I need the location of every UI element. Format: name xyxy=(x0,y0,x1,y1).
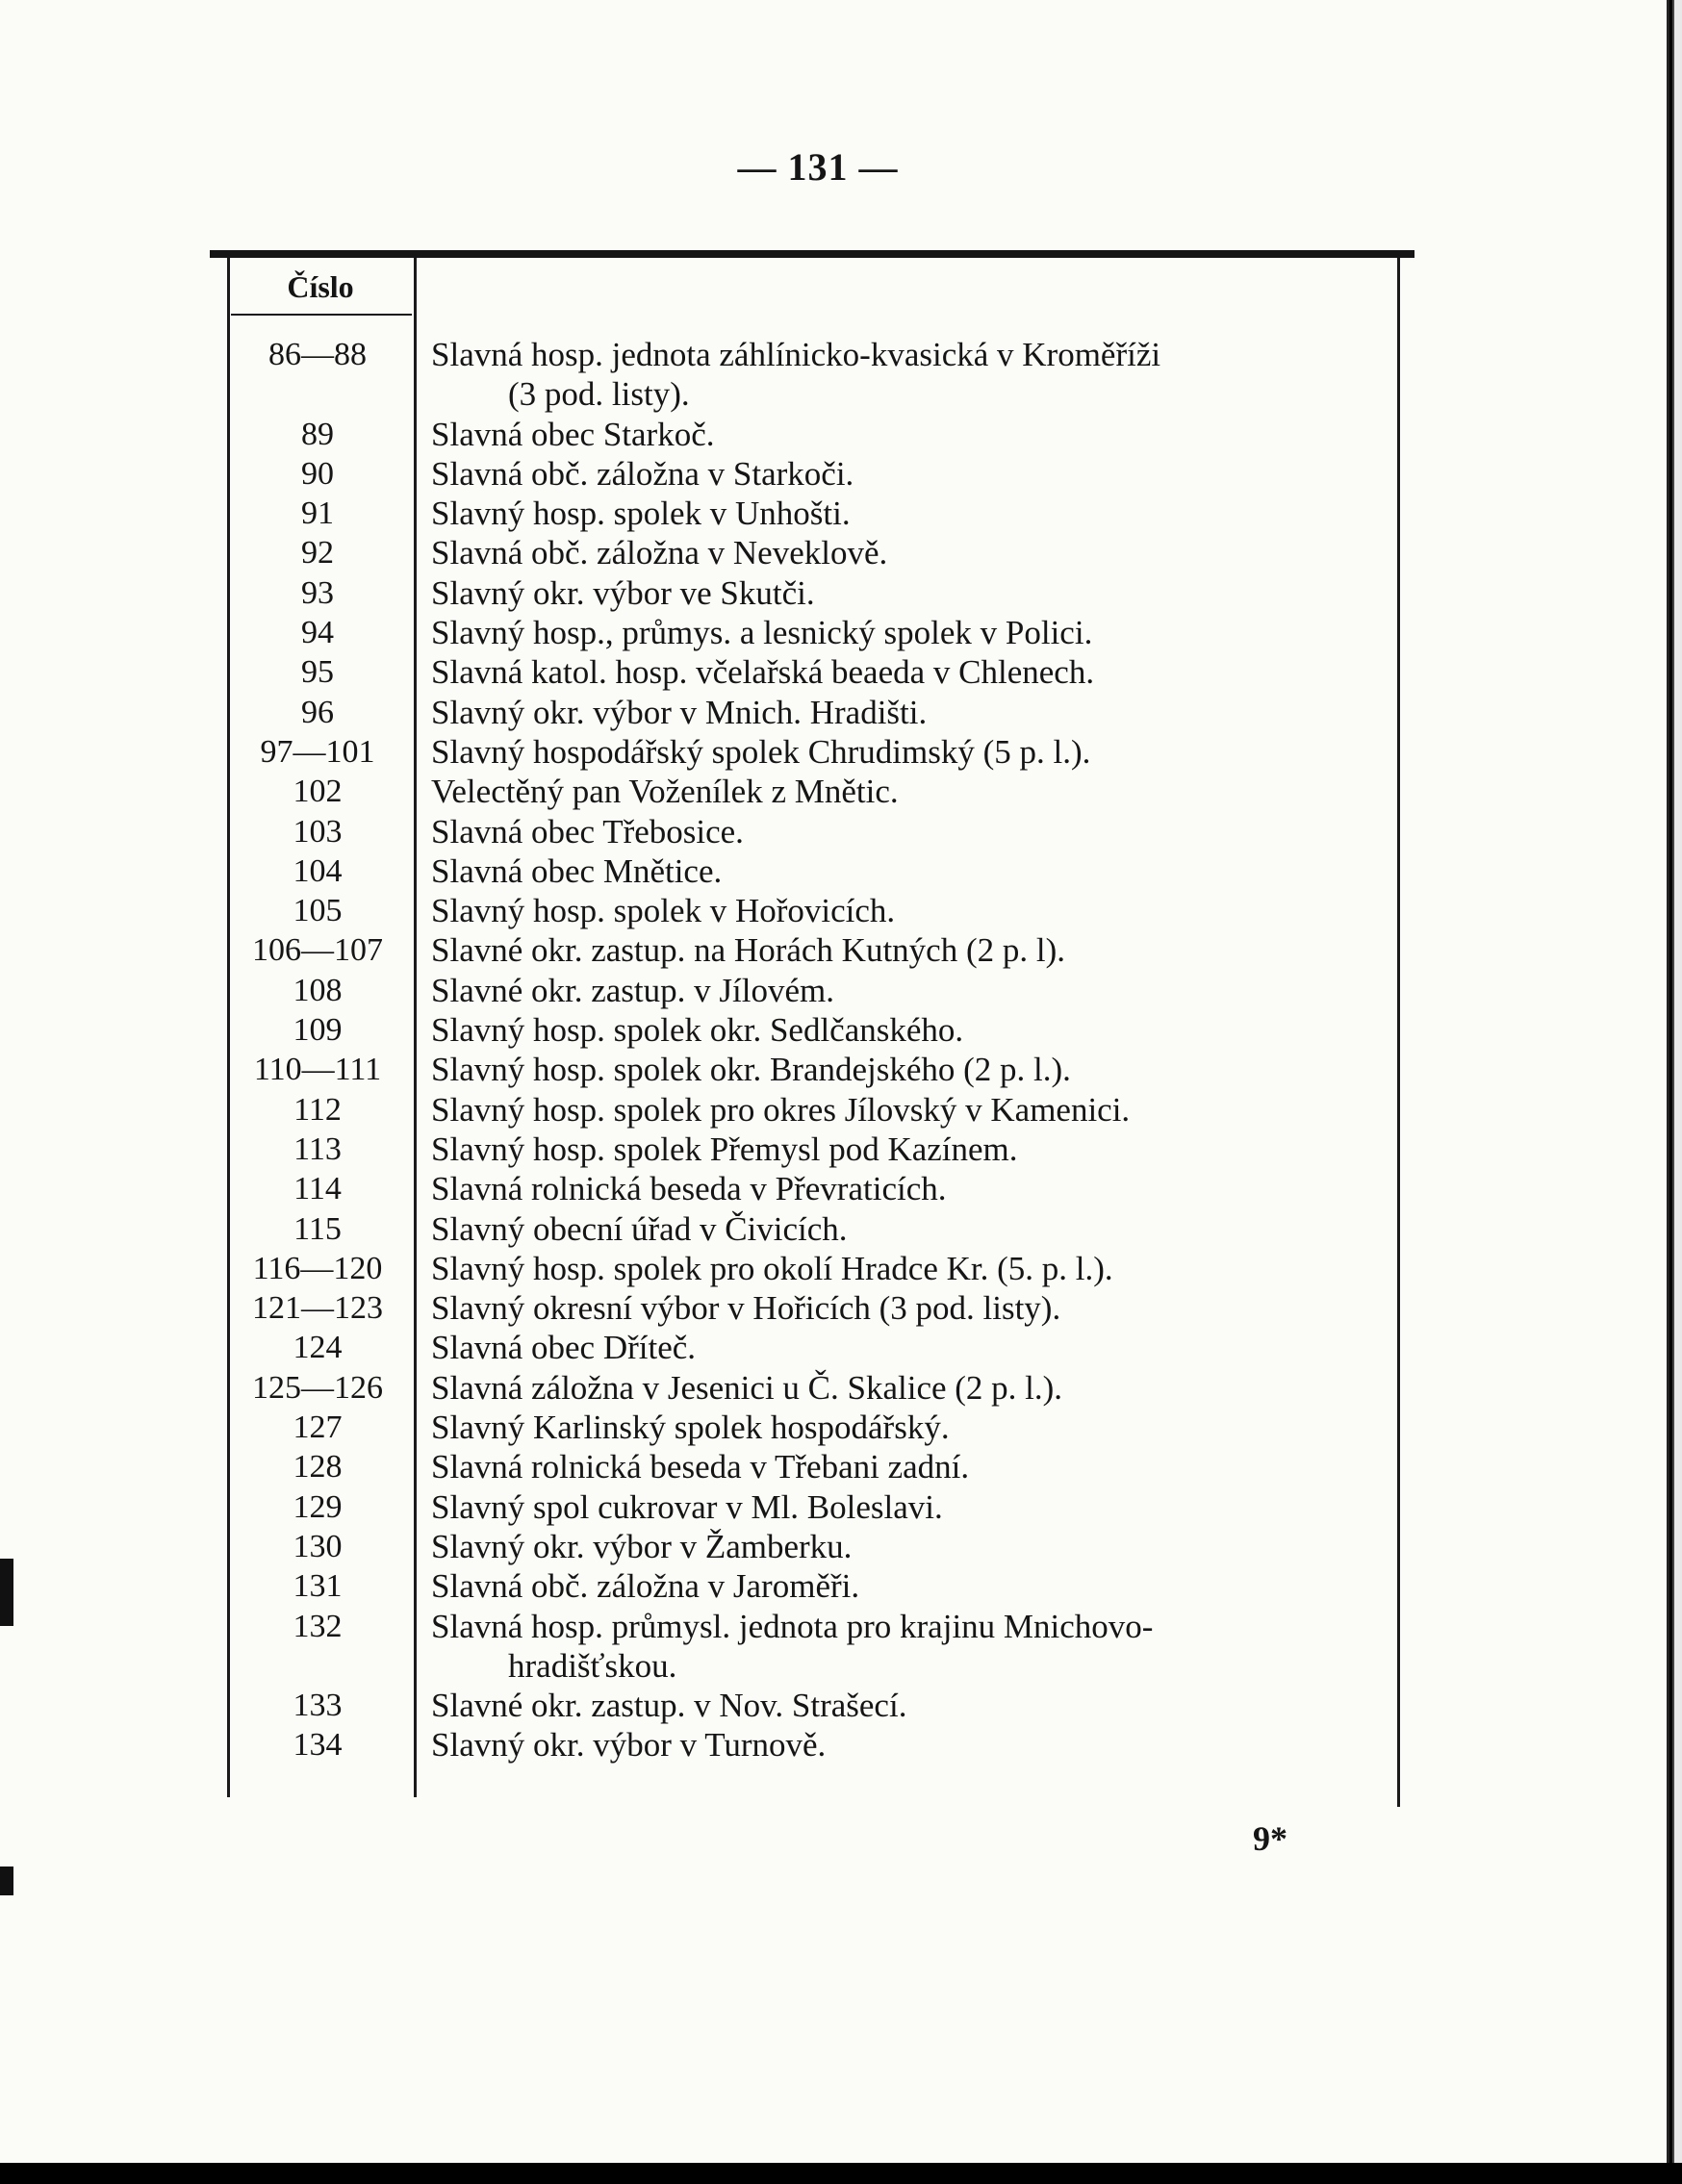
entry-text xyxy=(431,1169,1403,1208)
entry-text xyxy=(431,1527,1403,1566)
entry-number: 133 xyxy=(293,1688,343,1724)
entry-text-line: Slavná rolnická beseda v Třebani zadní. xyxy=(431,1448,970,1486)
table-row xyxy=(0,613,1667,652)
table-row xyxy=(0,1725,1667,1765)
table-row xyxy=(0,1010,1667,1050)
table-row xyxy=(0,891,1667,930)
entry-text xyxy=(431,1566,1403,1606)
entry-number: 129 xyxy=(293,1488,343,1525)
entry-number: 105 xyxy=(293,893,343,929)
entry-number: 96 xyxy=(301,694,334,730)
entry-text xyxy=(431,1607,1403,1687)
entry-text-line: Slavný hosp. spolek okr. Sedlčanského. xyxy=(431,1011,964,1050)
entry-number: 113 xyxy=(293,1130,342,1167)
table-row xyxy=(0,1447,1667,1486)
table-row xyxy=(0,573,1667,613)
entry-text-line: Slavná obč. záložna v Starkoči. xyxy=(431,454,854,493)
entry-text xyxy=(431,1686,1403,1725)
entry-text-line: Slavná záložna v Jesenici u Č. Skalice (2 p. l.). xyxy=(431,1368,1063,1407)
entry-text xyxy=(431,693,1403,732)
entry-text xyxy=(431,971,1403,1010)
entry-text-line: Slavná obec Třebosice. xyxy=(431,812,744,851)
entry-number: 112 xyxy=(293,1091,342,1128)
entry-text xyxy=(431,732,1403,772)
entry-number: 92 xyxy=(301,535,334,571)
entry-text-line: Slavné okr. zastup. v Nov. Strašecí. xyxy=(431,1687,907,1725)
entry-text-line: Slavná hosp. průmysl. jednota pro krajinu Mnichovo- xyxy=(431,1607,1154,1645)
entry-text xyxy=(431,812,1403,851)
column-header-cislo: Číslo xyxy=(287,269,354,304)
entry-text-line: Slavný hosp., průmys. a lesnický spolek v Polici. xyxy=(431,614,1093,652)
table-row xyxy=(0,1368,1667,1408)
table-row xyxy=(0,812,1667,851)
entry-text xyxy=(431,533,1403,572)
table-row xyxy=(0,335,1667,415)
table-row xyxy=(0,1090,1667,1130)
entry-text-line: Slavný okr. výbor v Žamberku. xyxy=(431,1527,853,1565)
entry-text-line: Slavný okr. výbor v Turnově. xyxy=(431,1726,827,1765)
table-row xyxy=(0,1249,1667,1288)
entry-number: 102 xyxy=(293,774,343,810)
entry-text xyxy=(431,613,1403,652)
entry-text-line: Slavný hosp. spolek v Unhošti. xyxy=(431,495,851,533)
table-row xyxy=(0,1487,1667,1527)
scan-left-mark xyxy=(0,1559,13,1626)
entry-number: 116—120 xyxy=(252,1250,383,1286)
entry-text xyxy=(431,1288,1403,1328)
scan-bottom-edge xyxy=(0,2163,1682,2184)
entry-text-line: Slavný hospodářský spolek Chrudimský (5 p. l.). xyxy=(431,732,1091,771)
entry-number: 94 xyxy=(301,615,334,651)
entry-number: 108 xyxy=(293,972,343,1008)
table-row xyxy=(0,851,1667,891)
page-number: — 131 — xyxy=(737,145,899,189)
entry-text-continuation: hradišťskou. xyxy=(508,1646,677,1685)
entry-number: 86—88 xyxy=(268,337,367,372)
entry-text-line: Slavné okr. zastup. v Jílovém. xyxy=(431,971,834,1009)
entry-text xyxy=(431,851,1403,891)
entry-text-continuation: (3 pod. listy). xyxy=(508,375,690,414)
entry-text-line: Slavná obč. záložna v Neveklově. xyxy=(431,534,888,572)
table-row xyxy=(0,1607,1667,1687)
entry-text-line: Slavná obec Dříteč. xyxy=(431,1329,697,1367)
entry-number: 127 xyxy=(293,1409,343,1446)
entry-text-line: Slavná obec Starkoč. xyxy=(431,415,715,453)
entry-number: 115 xyxy=(293,1210,342,1247)
table-row xyxy=(0,772,1667,811)
header-underline xyxy=(231,314,412,316)
table-row xyxy=(0,415,1667,454)
entry-text xyxy=(431,1725,1403,1765)
entry-number: 106—107 xyxy=(252,932,383,969)
entry-text xyxy=(431,1408,1403,1447)
entry-text-line: Slavný hosp. spolek pro okolí Hradce Kr. (5. p. l.). xyxy=(431,1249,1113,1287)
entry-text-line: Slavný okr. výbor v Mnich. Hradišti. xyxy=(431,693,928,731)
entry-number: 103 xyxy=(293,813,343,850)
entry-text-line: Slavné okr. zastup. na Horách Kutných (2 p. l). xyxy=(431,931,1066,970)
entry-text-line: Slavná katol. hosp. včelařská beaeda v Chlenech. xyxy=(431,653,1095,692)
entry-text-line: Slavný obecní úřad v Čivicích. xyxy=(431,1209,848,1248)
scan-left-mark xyxy=(0,1867,13,1895)
signature-mark: 9* xyxy=(1253,1819,1287,1858)
entry-text-line: Slavná obec Mnětice. xyxy=(431,851,723,890)
entry-text xyxy=(431,1090,1403,1130)
entry-number: 121—123 xyxy=(252,1290,383,1327)
entry-text-line: Velectěný pan Voženílek z Mnětic. xyxy=(431,773,899,811)
entry-number: 132 xyxy=(293,1608,343,1644)
entry-number: 104 xyxy=(293,852,343,889)
entry-number: 128 xyxy=(293,1449,343,1486)
entry-number: 130 xyxy=(293,1528,343,1564)
table-row xyxy=(0,1050,1667,1089)
entry-number: 90 xyxy=(301,455,334,492)
table-row xyxy=(0,732,1667,772)
table-row xyxy=(0,1408,1667,1447)
entry-text xyxy=(431,1447,1403,1486)
entry-number: 124 xyxy=(293,1330,343,1366)
entry-number: 89 xyxy=(301,416,334,452)
entry-text xyxy=(431,1050,1403,1089)
entry-text xyxy=(431,772,1403,811)
table-row xyxy=(0,971,1667,1010)
table-top-rule xyxy=(210,250,1414,258)
entry-text-line: Slavná hosp. jednota záhlínicko-kvasická v Kroměříži xyxy=(431,336,1161,373)
table-row xyxy=(0,1566,1667,1606)
entry-text-line: Slavný hosp. spolek Přemysl pod Kazínem. xyxy=(431,1130,1018,1168)
entry-text xyxy=(431,1368,1403,1408)
table-row xyxy=(0,1209,1667,1249)
table-row xyxy=(0,1169,1667,1208)
entry-number: 110—111 xyxy=(253,1052,382,1088)
entry-number: 125—126 xyxy=(252,1369,383,1406)
entries-list xyxy=(0,335,1667,1765)
entry-text-line: Slavný okr. výbor ve Skutči. xyxy=(431,573,815,612)
entry-text-line: Slavný hosp. spolek pro okres Jílovský v Kamenici. xyxy=(431,1090,1131,1129)
entry-text-line: Slavná obč. záložna v Jaroměři. xyxy=(431,1567,860,1606)
table-row xyxy=(0,1130,1667,1169)
table-row xyxy=(0,1288,1667,1328)
table-row xyxy=(0,1527,1667,1566)
table-row xyxy=(0,533,1667,572)
entry-number: 134 xyxy=(293,1727,343,1764)
table-row xyxy=(0,930,1667,970)
entry-text xyxy=(431,335,1403,415)
entry-number: 114 xyxy=(293,1171,342,1207)
entry-number: 131 xyxy=(293,1568,343,1605)
table-row xyxy=(0,693,1667,732)
entry-text-line: Slavný okresní výbor v Hořicích (3 pod. listy). xyxy=(431,1289,1061,1328)
entry-number: 93 xyxy=(301,574,334,611)
entry-text xyxy=(431,1010,1403,1050)
entry-text xyxy=(431,1249,1403,1288)
entry-text xyxy=(431,454,1403,494)
entry-text xyxy=(431,415,1403,454)
scan-right-edge xyxy=(1672,0,1682,2184)
entry-number: 95 xyxy=(301,654,334,691)
entry-text xyxy=(431,1130,1403,1169)
entry-text xyxy=(431,891,1403,930)
entry-text-line: Slavný hosp. spolek v Hořovicích. xyxy=(431,892,896,930)
entry-text-line: Slavný Karlinský spolek hospodářský. xyxy=(431,1409,950,1447)
table-row xyxy=(0,652,1667,692)
entry-text xyxy=(431,1487,1403,1527)
entry-number: 97—101 xyxy=(260,733,375,770)
table-row xyxy=(0,1686,1667,1725)
table-row xyxy=(0,454,1667,494)
entry-text xyxy=(431,930,1403,970)
entry-text-line: Slavná rolnická beseda v Převraticích. xyxy=(431,1170,947,1208)
entry-number: 91 xyxy=(301,495,334,532)
entry-text xyxy=(431,573,1403,613)
entry-text xyxy=(431,1328,1403,1367)
entry-text-line: Slavný spol cukrovar v Ml. Boleslavi. xyxy=(431,1487,943,1526)
table-row xyxy=(0,1328,1667,1367)
entry-text-line: Slavný hosp. spolek okr. Brandejského (2 p. l.). xyxy=(431,1051,1071,1089)
table-row xyxy=(0,494,1667,533)
entry-number: 109 xyxy=(293,1012,343,1049)
entry-text xyxy=(431,652,1403,692)
entry-text xyxy=(431,494,1403,533)
entry-text xyxy=(431,1209,1403,1249)
